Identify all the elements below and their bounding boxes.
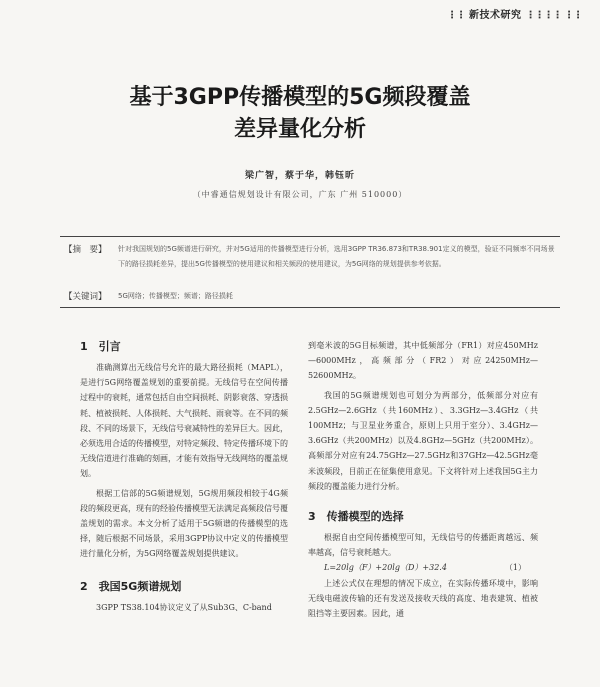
model-paragraph-2: 上述公式仅在理想的情况下成立，在实际传播环境中，影响无线电磁波传输的还有发送及接收天线的高度、地表建筑、植被阻挡等主要因素。因此，通 xyxy=(308,578,538,619)
header-bars-left: ⋮⋮ xyxy=(447,10,466,21)
affiliation: （中睿通信规划设计有限公司，广东 广州 510000） xyxy=(192,190,408,199)
column-label: 新技术研究 xyxy=(469,10,522,21)
keywords-label: 【关键词】 xyxy=(64,292,107,302)
equation-formula: L=20lg（F）+20lg（D）+32.4 xyxy=(324,563,447,573)
section-heading-model: 3 传播模型的选择 xyxy=(308,510,404,524)
intro-paragraph-2: 根据工信部的5G频谱规划，5G规用频段相较于4G频段的频段更高，现有的经验传播模型无法满足高频段信号覆盖规划的需求。本文分析了适用于5G频谱的传播模型的选择，随后根据不同场景，采用3GPP协议中定义的传播模型进行量化分析，为5G网络覆盖规划提供建议。 xyxy=(80,488,288,559)
section-heading-spectrum: 2 我国5G频谱规划 xyxy=(80,579,182,593)
spectrum-paragraph-1-cont: 到毫米波的5G目标频谱，其中低频部分（FR1）对应450MHz—6000MHz，高频部分（FR2）对应24250MHz—52600MHz。 xyxy=(308,341,538,381)
equation-number: （1） xyxy=(504,563,526,573)
article-title-line2: 差异量化分析 xyxy=(233,117,366,142)
right-column xyxy=(308,338,538,621)
column-header xyxy=(447,6,582,21)
keywords-text: 5G网络；传播模型；频谱；路径损耗 xyxy=(118,292,233,300)
left-column xyxy=(80,338,288,615)
header-bars-right: ⋮⋮⋮⋮ ⋮⋮ xyxy=(525,10,582,21)
abstract-bottom-rule xyxy=(60,307,560,308)
authors: 梁广智，蔡于华，韩钰昕 xyxy=(244,171,355,181)
abstract-label: 【摘 要】 xyxy=(64,245,107,255)
spectrum-paragraph-1-start: 3GPP TS38.104协议定义了从Sub3G、C-band xyxy=(96,602,272,612)
equation-1 xyxy=(308,560,538,575)
abstract-text: 针对我国规划的5G频谱进行研究，并对5G适用的传播模型进行分析，选用3GPP TR36.873和TR38.901定义的模型，验证不同频率不同场景下的路径损耗差异，提出5G传播模型的使用建议和相关频段的使用建议，为5G网络的规划提供参考依据。 xyxy=(118,245,555,268)
abstract-top-rule xyxy=(60,236,560,237)
spectrum-paragraph-2: 我国的5G频谱规划也可划分为两部分，低频部分对应有2.5GHz—2.6GHz（共160MHz）、3.3GHz—3.4GHz（共100MHz；与卫星业务重合，原则上只用于室分）、3.4GHz—3.6GHz（共200MHz）以及4.8GHz—5GHz（共200MHz）。高频部分对应有24.75GHz—27.5GHz和37GHz—42.5GHz毫米波频段，目前正在征集使用意见。下文将针对上述我国5G主力频段的覆盖能力进行分析。 xyxy=(308,390,538,491)
article-title-line1: 基于3GPP传播模型的5G频段覆盖 xyxy=(129,85,471,110)
model-paragraph-1: 根据自由空间传播模型可知，无线信号的传播距离越远、频率越高，信号衰耗越大。 xyxy=(308,533,538,558)
section-heading-intro: 1 引言 xyxy=(80,340,121,353)
intro-paragraph-1: 准确测算出无线信号允许的最大路径损耗（MAPL），是进行5G网络覆盖规划的重要前提。无线信号在空间传播过程中的衰耗，通常包括自由空间损耗、阴影衰落、穿透损耗、植被损耗、人体损耗、大气损耗、雨衰等。在不同的频段、不同的场景下，无线信号衰减特性的差异巨大。因此，必须选用合适的传播模型，对特定频段、特定传播环境下的无线信道进行准确的刻画，才能有效指导无线网络的覆盖规划。 xyxy=(80,363,288,479)
